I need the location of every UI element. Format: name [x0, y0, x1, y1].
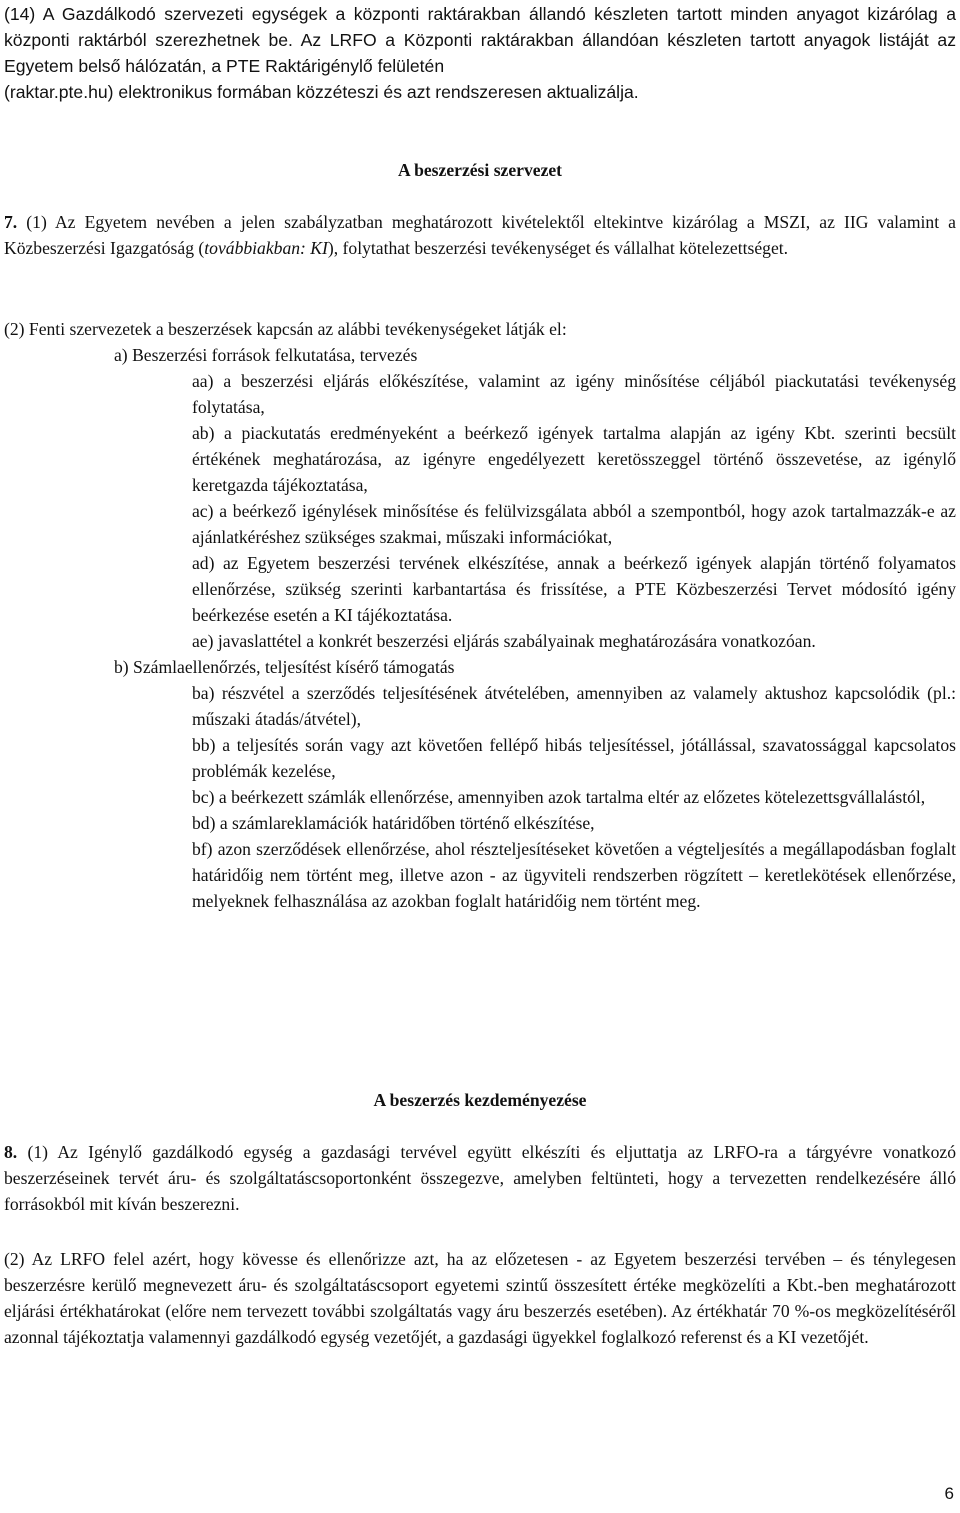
list-item-bf: bf) azon szerződések ellenőrzése, ahol részteljesítéseket követően a végteljesítés a megállapodásban foglalt határidőig nem történt meg, illetve azon - az ügyviteli rendszerben rögzített – keretlekötések ellenőrzése, melyeknek felhasználása az azokban foglalt határidőig nem történt meg. [192, 839, 956, 911]
paragraph-14 [4, 1, 956, 105]
section-heading-beszerzes-kezdemenyezese: A beszerzés kezdeményezése [373, 1090, 587, 1110]
section-7-text-a: (1) Az Egyetem nevében a jelen szabályzatban meghatározott kivételektől eltekintve kizárólag a MSZI, az IIG valamint a Közbeszerzési Igazgatóság ( [4, 212, 956, 258]
section-8-paragraph-1 [4, 1139, 956, 1217]
list-item-ba: ba) részvétel a szerződés teljesítésének átvételében, amennyiben az valamely aktushoz kapcsolódik (pl.: műszaki átadás/átvétel), [192, 683, 956, 729]
section-7-paragraph-1 [4, 209, 956, 261]
section-8-paragraph-2: (2) Az LRFO felel azért, hogy kövesse és ellenőrizze azt, ha az előzetesen - az Egyetem beszerzési tervében – és ténylegesen beszerzésre kerülő megnevezett áru- és szolgáltatáscsoport egyetemi szintű összesített értéke megközelíti a Kbt.-ben meghatározott eljárási értékhatárokat (előre nem tervezett további szolgáltatás vagy áru beszerzés esetében). Az értékhatár 70 %-os megközelítéséről azonnal tájékoztatja valamennyi gazdálkodó egység vezetőjét, a gazdasági ügyekkel foglalkozó referenst és a KI vezetőjét. [4, 1249, 956, 1347]
section-7-paragraph-2-intro: (2) Fenti szervezetek a beszerzések kapcsán az alábbi tevékenységeket látják el: [4, 319, 567, 339]
paragraph-14-text: (14) A Gazdálkodó szervezeti egységek a központi raktárakban állandó készleten tartott minden anyagot kizárólag a központi raktárból szerezhetnek be. Az LRFO a Központi raktárakban állandóan készleten tartott anyagok listáját az Egyetem belső hálózatán, a PTE Raktárigénylő felületén [4, 4, 956, 76]
paragraph-14-last-line: (raktar.pte.hu) elektronikus formában közzéteszi és azt rendszeresen aktualizálja. [4, 82, 639, 102]
list-item-bb: bb) a teljesítés során vagy azt követően fellépő hibás teljesítéssel, jótállással, szavatossággal kapcsolatos problémák kezelése, [192, 735, 956, 781]
list-item-a: a) Beszerzési források felkutatása, tervezés [114, 345, 418, 365]
section-heading-beszerzesi-szervezet: A beszerzési szervezet [397, 160, 563, 180]
section-7-text-italic: továbbiakban: KI [204, 238, 328, 258]
list-item-bc: bc) a beérkezett számlák ellenőrzése, amennyiben azok tartalma eltér az előzetes kötelezettsgvállalástól, [192, 787, 926, 807]
list-item-ad: ad) az Egyetem beszerzési tervének elkészítése, annak a beérkező igények alapján történő folyamatos ellenőrzése, szükség szerinti karbantartása és frissítése, a PTE Közbeszerzési Tervet módosító igény beérkezése esetén a KI tájékoztatása. [192, 553, 956, 625]
list-item-bd: bd) a számlareklamációk határidőben történő elkészítése, [192, 813, 595, 833]
list-item-b: b) Számlaellenőrzés, teljesítést kísérő támogatás [114, 657, 455, 677]
page-number: 6 [944, 1484, 954, 1503]
section-7-text-b: ), folytathat beszerzési tevékenységet és vállalhat kötelezettséget. [327, 238, 789, 258]
section-7-paragraph-2 [4, 316, 956, 914]
list-item-ab: ab) a piackutatás eredményeként a beérkező igények tartalma alapján az igény Kbt. szerinti becsült értékének meghatározása, az igényre engedélyezett keretösszeggel történő összevetése, az igénylő keretgazda tájékoztatása, [192, 423, 956, 495]
section-8-number: 8. [4, 1142, 18, 1162]
list-item-ac: ac) a beérkező igénylések minősítése és felülvizsgálata abból a szempontból, hogy azok tartalmazzák-e az ajánlatkéréshez szükséges szakmai, műszaki információkat, [192, 501, 956, 547]
list-item-ae: ae) javaslattétel a konkrét beszerzési eljárás szabályainak meghatározására vonatkozóan. [192, 631, 816, 651]
section-8-paragraph-1-text: (1) Az Igénylő gazdálkodó egység a gazdasági tervével együtt elkészíti és eljuttatja az LRFO-ra a tárgyévre vonatkozó beszerzéseinek tervét áru- és szolgáltatáscsoportonként összegezve, amelyben feltünteti, hogy a tervezetten rendelkezésére álló forrásokból mit kíván beszerezni. [4, 1142, 956, 1214]
list-item-aa: aa) a beszerzési eljárás előkészítése, valamint az igény minősítése céljából piackutatási tevékenység folytatása, [192, 371, 956, 417]
section-7-number: 7. [4, 212, 18, 232]
